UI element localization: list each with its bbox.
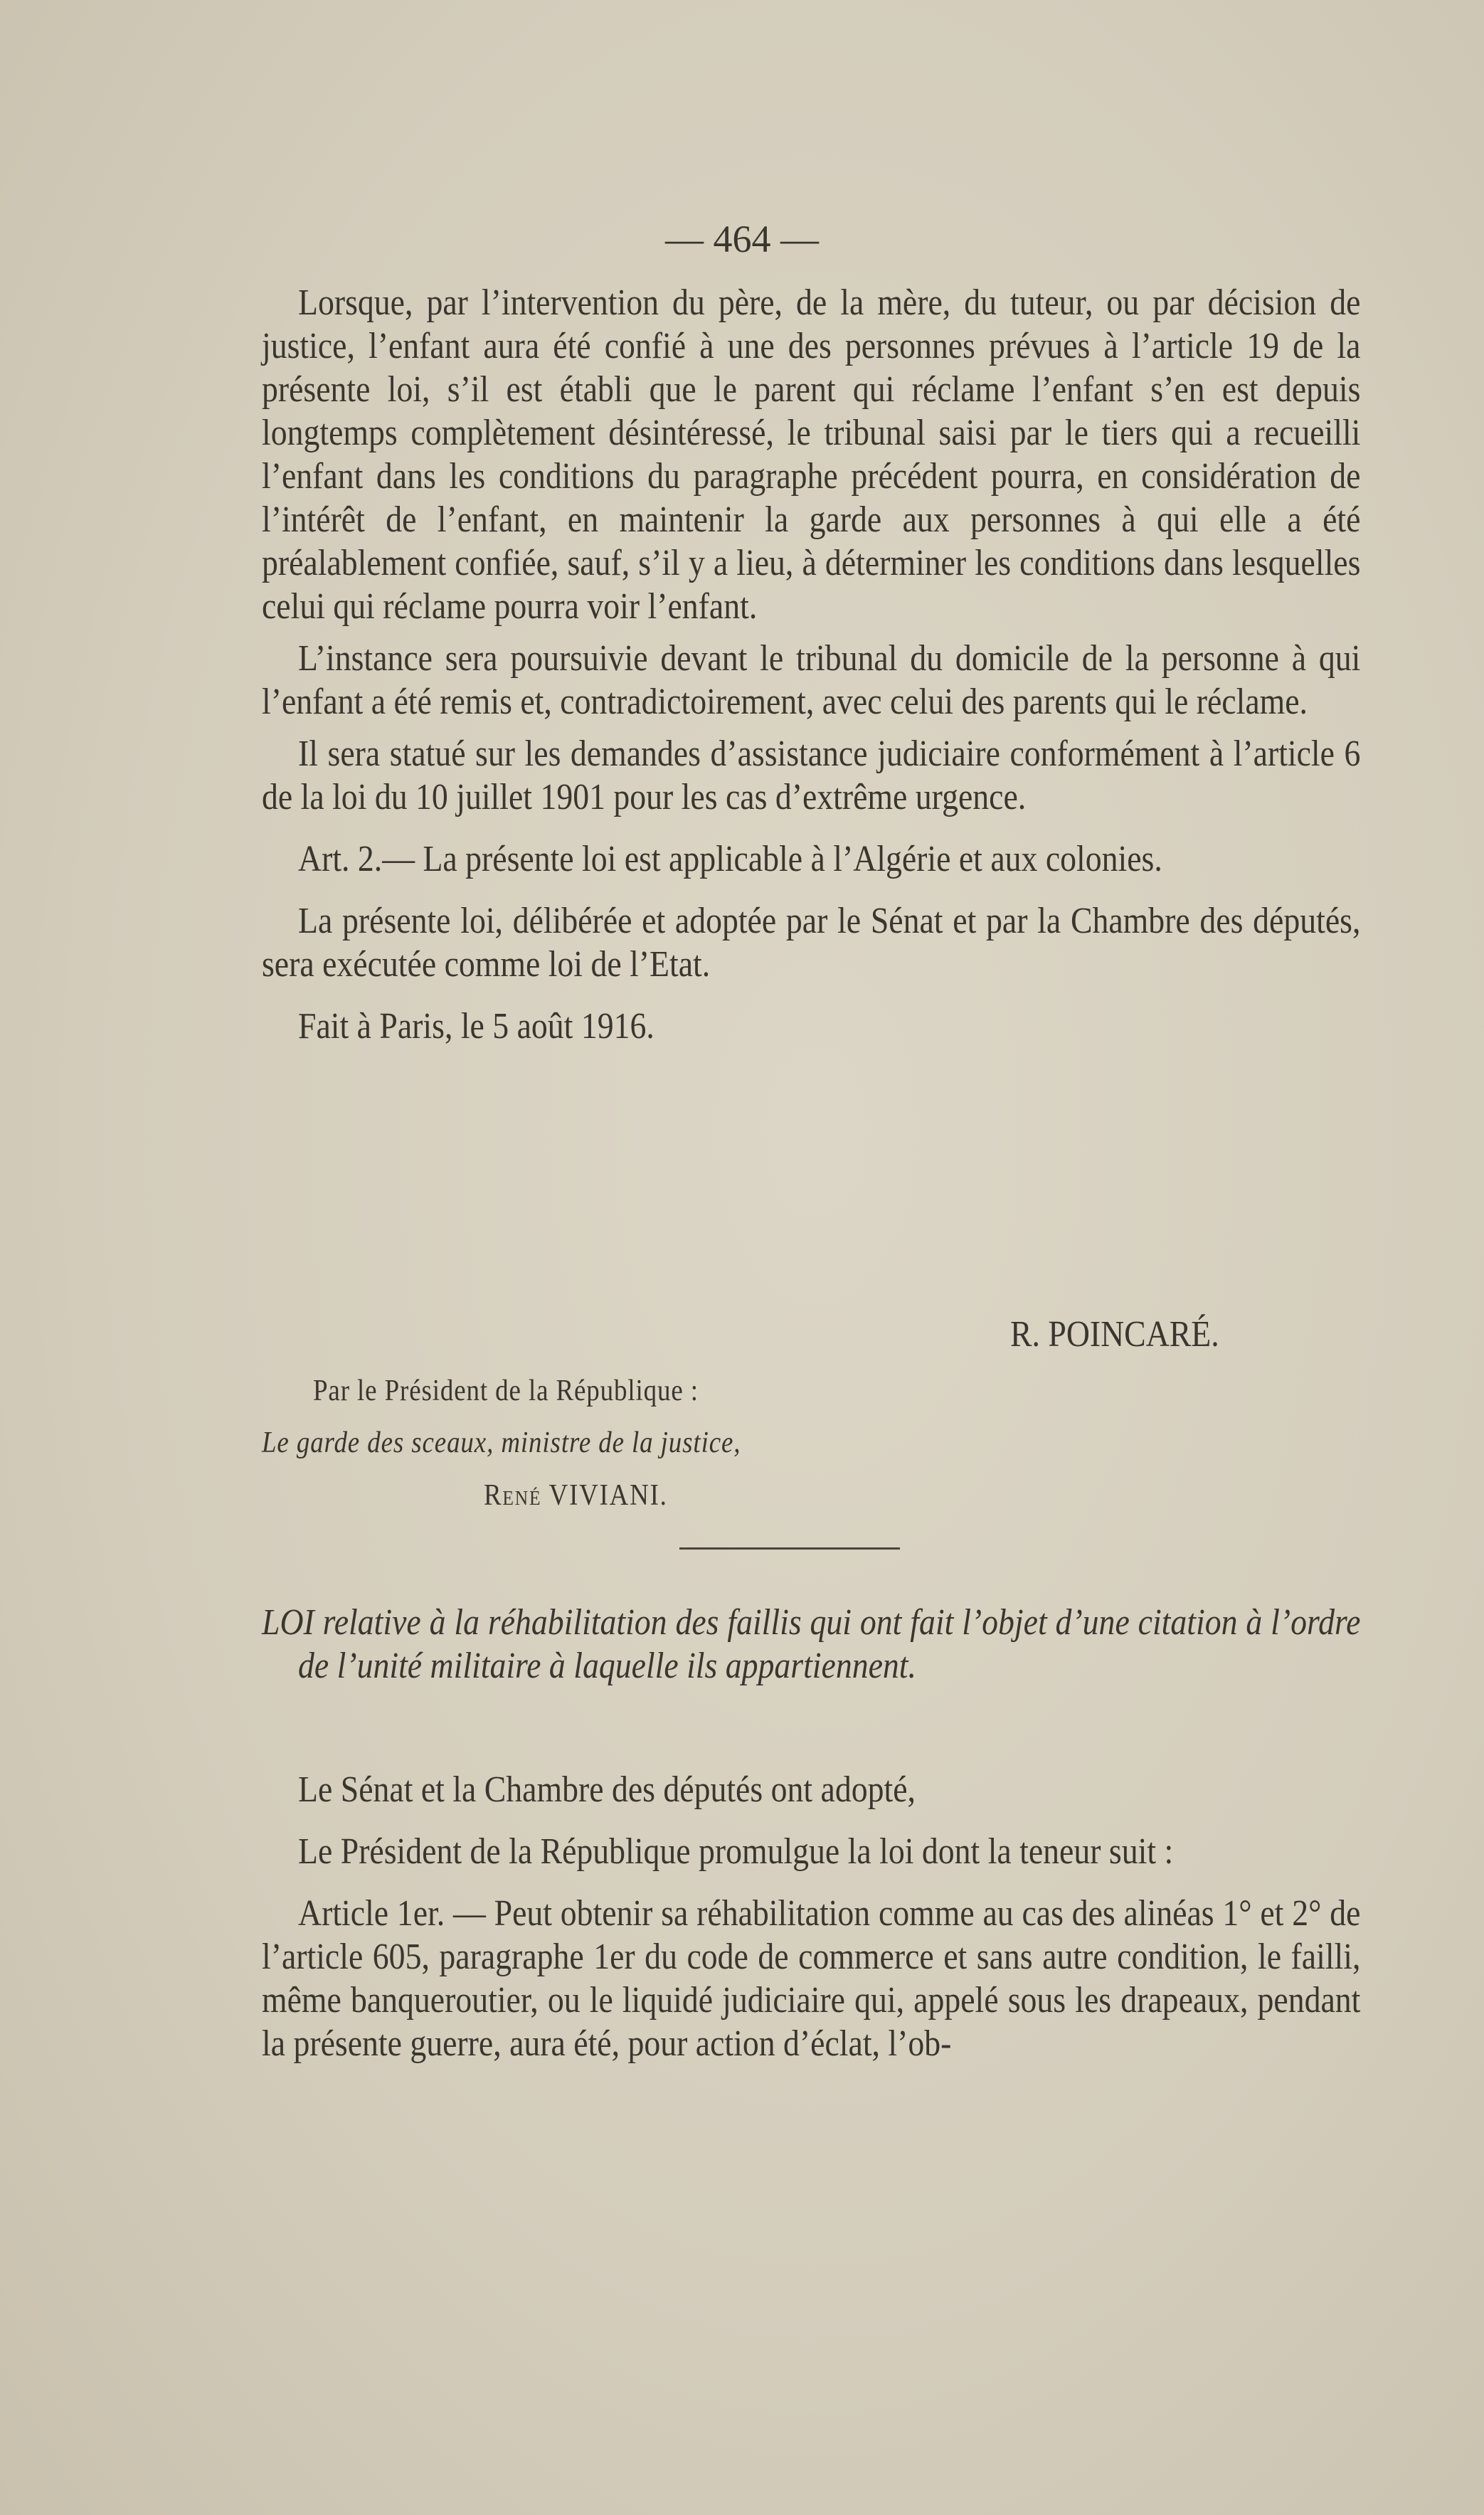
countersign-intro-text: Par le Président de la République : [313, 1375, 699, 1407]
section-2-paragraphs [262, 1768, 1360, 2065]
paragraph-execution: La présente loi, délibérée et adoptée par le Sénat et par la Chambre des députés, sera exécutée comme loi de l’Etat. [262, 901, 1361, 985]
paragraph-article-2: Art. 2.— La présente loi est applicable à l’Algérie et aux colonies. [298, 839, 1162, 879]
countersign-name [484, 1474, 922, 1518]
section-1-paragraphs [262, 281, 1360, 1048]
page-number: — 464 — [665, 218, 819, 260]
paragraph-assistance: Il sera statué sur les demandes d’assistance judiciaire conformément à l’article 6 de la loi du 10 juillet 1901 pour les cas d’extrême urgence. [262, 734, 1361, 817]
paragraph-date: Fait à Paris, le 5 août 1916. [298, 1006, 654, 1047]
countersign-title-text: Le garde des sceaux, ministre de la justice, [262, 1426, 741, 1459]
paragraph-custody: Lorsque, par l’intervention du père, de la mère, du tuteur, ou par décision de justice, l’enfant aura été confié à une des personnes prévues à l’article 19 de la présente loi, s’il est établi que le parent qui réclame l’enfant s’en est depuis longtemps complètement désintéressé, le tribunal saisi par le tiers qui a recueilli l’enfant dans les conditions du paragraphe précédent pourra, en considération de l’intérêt de l’enfant, en maintenir la garde aux personnes à qui elle a été préalablement confiée, sauf, s’il y a lieu, à déterminer les conditions dans lesquelles celui qui réclame pourra voir l’enfant. [262, 282, 1361, 627]
paragraph-instance: L’instance sera poursuivie devant le tribunal du domicile de la personne à qui l’enfant a été remis et, contradictoirement, avec celui des parents qui le réclame. [262, 638, 1361, 722]
countersign-intro [313, 1370, 1064, 1413]
law-title-text: LOI relative à la réhabilitation des faillis qui ont fait l’objet d’une citation à l’ordre de l’unité militaire à laquelle ils appartiennent. [262, 1602, 1361, 1686]
countersign-name-text: René VIVIANI. [484, 1479, 668, 1512]
countersign-title [262, 1421, 1076, 1465]
law-title [262, 1601, 1360, 1688]
section-divider [679, 1547, 900, 1550]
paragraph-adopted: Le Sénat et la Chambre des députés ont adopté, [298, 1769, 916, 1810]
paragraph-promulgation: Le Président de la République promulgue la loi dont la teneur suit : [298, 1831, 1174, 1872]
paragraph-article-1: Article 1er. — Peut obtenir sa réhabilitation comme au cas des alinéas 1° et 2° de l’article 605, paragraphe 1er du code de commerce et sans autre condition, le failli, même banqueroutier, ou le liquidé judiciaire qui, appelé sous les drapeaux, pendant la présente guerre, aura été, pour action d’éclat, l’ob- [262, 1893, 1361, 2064]
signature-president: R. POINCARÉ. [1010, 1314, 1219, 1355]
signature-block [1010, 1313, 1323, 1356]
